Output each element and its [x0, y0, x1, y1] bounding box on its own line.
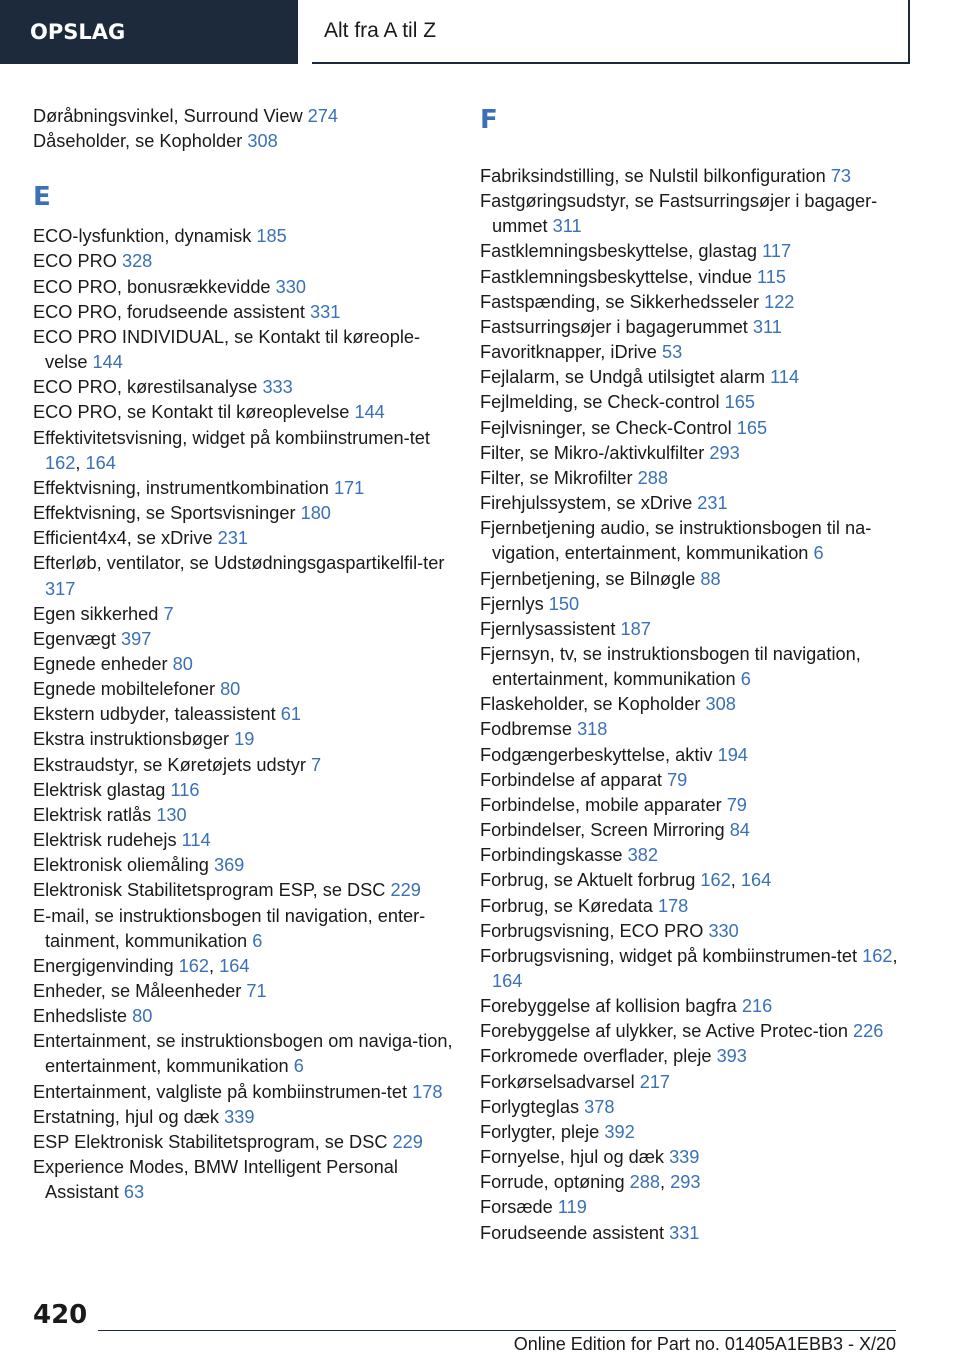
index-term: Elektrisk rudehejs — [33, 830, 177, 851]
page-reference-link[interactable]: 288 — [637, 467, 669, 488]
index-term: Forbindelse af apparat — [480, 769, 662, 790]
index-entry — [33, 602, 453, 627]
page-reference-link[interactable]: 88 — [700, 568, 721, 589]
index-entry — [480, 265, 900, 290]
index-term: Filter, se Mikrofilter — [480, 467, 633, 488]
index-entry — [33, 1155, 453, 1205]
index-entry — [480, 617, 900, 642]
index-term: Elektrisk ratlås — [33, 804, 152, 825]
index-entry — [33, 753, 453, 778]
index-entry — [33, 828, 453, 853]
page-reference-link[interactable]: 274 — [307, 106, 339, 126]
page-reference-link[interactable]: 178 — [412, 1081, 443, 1102]
page-number: 420 — [33, 1300, 88, 1330]
index-entry — [33, 727, 453, 752]
page-reference-link[interactable]: 194 — [717, 744, 748, 765]
index-term: Fejlalarm, se Undgå utilsigtet alarm — [480, 367, 766, 388]
index-term: Forlygter, pleje — [480, 1121, 600, 1142]
page-reference-link[interactable]: 382 — [627, 845, 658, 866]
index-term: Forbrugsvisning, widget på kombiinstrumen-tet — [480, 945, 858, 966]
index-entry — [480, 441, 900, 466]
page-reference-link[interactable]: 84 — [729, 820, 750, 841]
index-term: Fastsurringsøjer i bagagerummet — [480, 316, 748, 337]
page-reference-link[interactable]: 164 — [85, 452, 116, 473]
index-term: Forbrugsvisning, ECO PRO — [480, 920, 704, 941]
page-reference-link[interactable]: 117 — [762, 241, 792, 262]
index-term: ECO PRO — [33, 251, 117, 272]
index-term: Forebyggelse af ulykker, se Active Protec-tion — [480, 1021, 848, 1042]
page-reference-link[interactable]: 171 — [333, 477, 365, 498]
index-term: Forebyggelse af kollision bagfra — [480, 996, 737, 1017]
index-entry — [33, 1080, 453, 1105]
page-reference-link[interactable]: 144 — [92, 352, 123, 373]
index-entry — [33, 803, 453, 828]
index-entry — [33, 652, 453, 677]
header-title-box — [312, 0, 910, 64]
page-reference-link[interactable]: 397 — [120, 628, 152, 649]
page-reference-link[interactable]: 392 — [604, 1121, 635, 1142]
index-entry — [480, 894, 900, 919]
page-reference-link[interactable]: 330 — [275, 276, 306, 297]
page-reference-link[interactable]: 162 — [700, 870, 731, 891]
index-term: Fjernbetjening, se Bilnøgle — [480, 568, 696, 589]
index-term: ECO PRO INDIVIDUAL, se Kontakt til køreople-velse — [33, 326, 421, 373]
index-term: Elektronisk Stabilitetsprogram ESP, se DSC — [33, 880, 386, 901]
index-entry — [33, 1130, 453, 1155]
index-term: Entertainment, se instruktionsbogen om naviga-tion, entertainment, kommunikation — [33, 1031, 453, 1077]
page-reference-link[interactable]: 119 — [557, 1197, 587, 1218]
index-term: Forbindingskasse — [480, 845, 623, 866]
index-entry — [33, 677, 453, 702]
page-reference-link[interactable]: 6 — [813, 543, 824, 564]
index-term: Døråbningsvinkel, Surround View — [33, 106, 303, 126]
page-reference-link[interactable]: 178 — [657, 895, 689, 916]
index-term: Egenvægt — [33, 628, 116, 649]
index-entry — [33, 878, 453, 903]
index-entry — [480, 1044, 900, 1069]
index-entry — [480, 365, 900, 390]
index-term: Fjernsyn, tv, se instruktionsbogen til navigation, entertainment, kommunikation — [480, 643, 861, 690]
page-reference-link[interactable]: 114 — [770, 367, 800, 388]
index-entry — [480, 642, 900, 692]
page-reference-link[interactable]: 144 — [354, 402, 385, 423]
index-term: Erstatning, hjul og dæk — [33, 1106, 220, 1127]
index-entry — [480, 843, 900, 868]
index-entry — [480, 315, 900, 340]
index-entry: Forbrug, se Aktuelt forbrug 162, 164 — [480, 870, 772, 891]
page-reference-link[interactable]: 311 — [552, 216, 582, 237]
page-reference-link[interactable]: 7 — [310, 754, 322, 775]
page-reference-link[interactable]: 393 — [716, 1046, 747, 1067]
index-entry — [33, 476, 453, 501]
index-entry — [33, 104, 453, 129]
index-entry — [33, 501, 453, 526]
page-reference-link[interactable]: 311 — [752, 316, 782, 337]
page-reference-link[interactable]: 339 — [224, 1106, 255, 1127]
index-term: Fjernbetjening audio, se instruktionsbogen til na-vigation, entertainment, kommunikation — [480, 518, 872, 564]
index-entry — [33, 1105, 453, 1130]
index-entry: Effektivitetsvisning, widget på kombiinstrumen-tet 162, 164 — [33, 427, 430, 473]
index-term: Fabriksindstilling, se Nulstil bilkonfiguration — [480, 166, 826, 186]
page-reference-link[interactable]: 79 — [667, 769, 688, 790]
index-term: Favoritknapper, iDrive — [480, 342, 657, 363]
page-reference-link[interactable]: 328 — [121, 251, 153, 272]
index-entry — [480, 1195, 900, 1220]
page-reference-link[interactable]: 19 — [234, 729, 255, 750]
index-entry — [480, 416, 900, 441]
page-reference-link[interactable]: 130 — [156, 804, 187, 825]
page-reference-link[interactable]: 122 — [764, 291, 795, 312]
index-term: Forkromede overflader, pleje — [480, 1046, 712, 1067]
page-reference-link[interactable]: 330 — [708, 920, 739, 941]
index-term: ECO PRO, bonusrækkevidde — [33, 276, 271, 297]
page-reference-link[interactable]: 308 — [247, 131, 278, 152]
section-tab[interactable] — [0, 0, 298, 64]
page-reference-link[interactable]: 80 — [220, 679, 241, 700]
index-term: Ekstern udbyder, taleassistent — [33, 704, 276, 725]
page-reference-link[interactable]: 288 — [629, 1172, 660, 1193]
index-column-right — [480, 104, 900, 1246]
page-reference-link[interactable]: 114 — [181, 830, 211, 851]
index-entry — [33, 526, 453, 551]
page-reference-link[interactable]: 164 — [219, 955, 250, 976]
page-reference-link[interactable]: 229 — [390, 880, 421, 901]
index-entry: Energigenvinding 162, 164 — [33, 955, 250, 976]
page-reference-link[interactable]: 6 — [740, 669, 751, 690]
footer-divider — [98, 1330, 896, 1331]
page-reference-link[interactable]: 61 — [280, 704, 301, 725]
index-term: Fastgøringsudstyr, se Fastsurringsøjer i bagager-ummet — [480, 191, 878, 237]
index-term: Efficient4x4, se xDrive — [33, 528, 213, 549]
page-reference-link[interactable]: 79 — [726, 794, 747, 815]
page-title: Alt fra A til Z — [324, 19, 437, 42]
index-entry — [33, 1029, 453, 1079]
index-entry — [33, 904, 453, 954]
index-entry — [480, 1221, 900, 1246]
page-reference-link[interactable]: 53 — [661, 342, 683, 363]
page-reference-link[interactable]: 229 — [392, 1131, 423, 1152]
page-reference-link[interactable]: 162 — [45, 452, 76, 473]
index-entry — [480, 567, 900, 592]
index-letter-heading: F — [480, 105, 498, 135]
index-term: Fastklemningsbeskyttelse, glastag — [480, 241, 757, 262]
page-reference-link[interactable]: 71 — [246, 981, 267, 1001]
page-reference-link[interactable]: 6 — [252, 930, 263, 951]
index-term: Forsæde — [480, 1197, 553, 1218]
index-entry — [480, 340, 900, 365]
index-entry — [480, 768, 900, 793]
page-reference-link[interactable]: 216 — [741, 996, 773, 1017]
index-entry: Forrude, optøning 288, 293 — [480, 1172, 701, 1193]
index-term: Forbrug, se Aktuelt forbrug — [480, 870, 696, 891]
page-reference-link[interactable]: 6 — [293, 1056, 304, 1077]
page-reference-link[interactable]: 164 — [492, 971, 523, 991]
index-entry — [480, 290, 900, 315]
index-term: Efterløb, ventilator, se Udstødningsgaspartikelfil-ter — [33, 553, 445, 574]
page-reference-link[interactable]: 231 — [217, 528, 249, 549]
page-reference-link[interactable]: 293 — [670, 1172, 701, 1193]
page-reference-link[interactable]: 115 — [757, 266, 786, 287]
index-term: Enheder, se Måleenheder — [33, 981, 242, 1001]
index-column-left — [33, 104, 453, 1205]
index-term: Dåseholder, se Kopholder — [33, 131, 243, 152]
index-term: Forkørselsadvarsel — [480, 1071, 635, 1092]
index-term: Fejlmelding, se Check-control — [480, 392, 720, 413]
section-label: OPSLAG — [30, 20, 126, 44]
page-reference-link[interactable]: 293 — [709, 442, 740, 463]
index-entry — [480, 189, 900, 239]
page-reference-link[interactable]: 162 — [178, 955, 209, 976]
index-term: Elektrisk glastag — [33, 779, 166, 800]
page-reference-link[interactable]: 164 — [740, 870, 772, 891]
page-reference-link[interactable]: 165 — [724, 392, 755, 413]
page-reference-link[interactable]: 331 — [669, 1222, 700, 1243]
index-term: Forbindelser, Screen Mirroring — [480, 820, 725, 841]
index-term: Experience Modes, BMW Intelligent Personal Assistant — [33, 1157, 398, 1203]
index-entry — [480, 994, 900, 1019]
index-entry: Forbrugsvisning, widget på kombiinstrumen-tet 162, 164 — [480, 945, 898, 991]
index-term: ECO PRO, forudseende assistent — [33, 301, 305, 322]
index-term: Effektvisning, instrumentkombination — [33, 477, 329, 498]
index-term: E-mail, se instruktionsbogen til navigation, enter-tainment, kommunikation — [33, 905, 426, 951]
index-entry — [33, 300, 453, 325]
page-reference-link[interactable]: 226 — [853, 1021, 884, 1042]
index-entry — [480, 1019, 900, 1044]
index-term: Forbindelse, mobile apparater — [480, 794, 722, 815]
index-entry — [480, 793, 900, 818]
index-entry — [33, 853, 453, 878]
index-term: Egnede enheder — [33, 653, 168, 674]
index-term: Forlygteglas — [480, 1096, 580, 1117]
index-term: Ekstraudstyr, se Køretøjets udstyr — [33, 754, 306, 775]
index-entry — [480, 1120, 900, 1145]
page-reference-link[interactable]: 80 — [132, 1006, 153, 1027]
page-reference-link[interactable]: 185 — [256, 226, 287, 247]
page-reference-link[interactable]: 150 — [548, 593, 580, 614]
index-entry — [33, 551, 453, 601]
index-term: Fastklemningsbeskyttelse, vindue — [480, 266, 752, 287]
page-reference-link[interactable]: 73 — [830, 166, 852, 186]
page-reference-link[interactable]: 63 — [123, 1182, 145, 1203]
footer-edition: Online Edition for Part no. 01405A1EBB3 - X/20 — [513, 1334, 896, 1354]
index-entry — [480, 1145, 900, 1170]
index-term: Enhedsliste — [33, 1006, 128, 1027]
index-entry — [480, 164, 900, 189]
index-entry — [480, 491, 900, 516]
index-term: Forudseende assistent — [480, 1222, 665, 1243]
index-term: Forrude, optøning — [480, 1172, 625, 1193]
index-entry — [480, 592, 900, 617]
index-term: Fejlvisninger, se Check-Control — [480, 417, 732, 438]
index-entry — [33, 249, 453, 274]
index-term: Fjernlys — [480, 593, 544, 614]
page-reference-link[interactable]: 180 — [300, 503, 331, 524]
index-entry — [33, 375, 453, 400]
index-entry — [480, 818, 900, 843]
index-term: Forbrug, se Køredata — [480, 895, 653, 916]
index-entry — [480, 919, 900, 944]
index-entry — [480, 717, 900, 742]
index-term: ECO PRO, se Kontakt til køreoplevelse — [33, 402, 350, 423]
index-entry — [33, 275, 453, 300]
index-entry — [480, 516, 900, 566]
page-reference-link[interactable]: 369 — [213, 855, 245, 876]
page-reference-link[interactable]: 339 — [669, 1147, 700, 1168]
index-entry — [480, 1070, 900, 1095]
index-entry — [480, 692, 900, 717]
index-term: Egnede mobiltelefoner — [33, 679, 215, 700]
index-entry — [33, 702, 453, 727]
index-entry — [33, 627, 453, 652]
index-entry — [480, 239, 900, 264]
index-entry — [480, 390, 900, 415]
page-reference-link[interactable]: 162 — [862, 945, 893, 966]
index-term: Egen sikkerhed — [33, 603, 159, 624]
index-entry — [33, 1004, 453, 1029]
index-term: Firehjulssystem, se xDrive — [480, 493, 693, 514]
index-term: Fastspænding, se Sikkerhedsseler — [480, 291, 760, 312]
index-term: Flaskeholder, se Kopholder — [480, 694, 701, 715]
index-term: ECO-lysfunktion, dynamisk — [33, 226, 252, 247]
page-reference-link[interactable]: 308 — [705, 694, 736, 715]
page-reference-link[interactable]: 116 — [170, 779, 200, 800]
page-reference-link[interactable]: 333 — [262, 377, 293, 398]
page-reference-link[interactable]: 217 — [639, 1071, 671, 1092]
page-reference-link[interactable]: 378 — [584, 1096, 615, 1117]
index-term: Effektivitetsvisning, widget på kombiinstrumen-tet — [33, 427, 430, 448]
page-reference-link[interactable]: 317 — [45, 578, 76, 599]
index-term: Fodbremse — [480, 719, 572, 740]
index-term: Energigenvinding — [33, 955, 174, 976]
index-term: Fodgængerbeskyttelse, aktiv — [480, 744, 713, 765]
index-entry — [33, 224, 453, 249]
index-entry — [33, 778, 453, 803]
index-term: Filter, se Mikro-/aktivkulfilter — [480, 442, 705, 463]
index-term: ECO PRO, kørestilsanalyse — [33, 377, 258, 398]
index-letter-heading: E — [33, 182, 51, 213]
index-term: Ekstra instruktionsbøger — [33, 729, 230, 750]
index-entry — [33, 979, 453, 1004]
page-reference-link[interactable]: 318 — [577, 719, 608, 740]
index-entry — [33, 400, 453, 425]
index-entry — [480, 466, 900, 491]
page-reference-link[interactable]: 80 — [172, 653, 193, 674]
index-entry — [480, 743, 900, 768]
index-entry — [33, 325, 453, 375]
page-reference-link[interactable]: 7 — [163, 603, 174, 624]
page-reference-link[interactable]: 331 — [310, 301, 341, 322]
page-reference-link[interactable]: 231 — [697, 493, 728, 514]
index-term: Fjernlysassistent — [480, 618, 616, 639]
page-reference-link[interactable]: 187 — [620, 618, 651, 639]
index-term: Effektvisning, se Sportsvisninger — [33, 503, 296, 524]
page-reference-link[interactable]: 165 — [736, 417, 768, 438]
index-entry — [480, 1095, 900, 1120]
index-term: ESP Elektronisk Stabilitetsprogram, se DSC — [33, 1131, 388, 1152]
index-term: Fornyelse, hjul og dæk — [480, 1147, 664, 1168]
index-term: Elektronisk oliemåling — [33, 855, 209, 876]
index-entry — [33, 129, 453, 154]
index-term: Entertainment, valgliste på kombiinstrumen-tet — [33, 1081, 408, 1102]
